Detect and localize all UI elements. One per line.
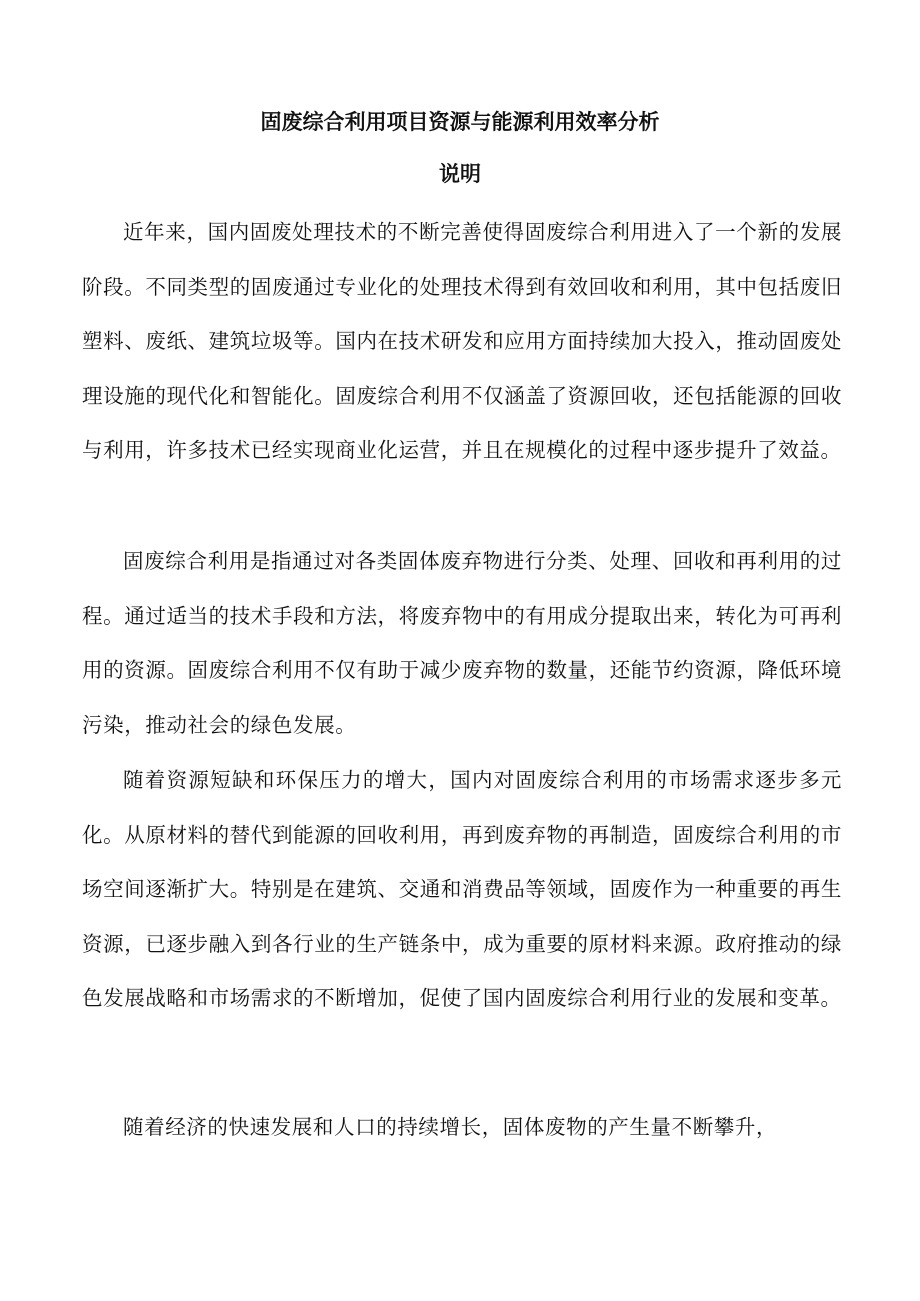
body-paragraph: 随着经济的快速发展和人口的持续增长，固体废物的产生量不断攀升， (123, 1115, 778, 1139)
body-paragraph: 固废综合利用是指通过对各类固体废弃物进行分类、处理、回收和再利用的过程。通过适当的技术手段和方法，将废弃物中的有用成分提取出来，转化为可再利用的资源。固废综合利用不仅有助于减少废弃物的数量，还能节约资源，降低环境污染，推动社会的绿色发展。 (82, 549, 842, 737)
document-title: 固废综合利用项目资源与能源利用效率分析 (260, 110, 660, 134)
section-heading: 说明 (439, 162, 481, 186)
body-paragraph: 近年来，国内固废处理技术的不断完善使得固废综合利用进入了一个新的发展阶段。不同类型的固废通过专业化的处理技术得到有效回收和利用，其中包括废旧塑料、废纸、建筑垃圾等。国内在技术研发和应用方面持续加大投入，推动固废处理设施的现代化和智能化。固废综合利用不仅涵盖了资源回收，还包括能源的回收与利用，许多技术已经实现商业化运营，并且在规模化的过程中逐步提升了效益。 (82, 220, 842, 462)
body-paragraph: 随着资源短缺和环保压力的增大，国内对固废综合利用的市场需求逐步多元化。从原材料的替代到能源的回收利用，再到废弃物的再制造，固废综合利用的市场空间逐渐扩大。特别是在建筑、交通和消费品等领域，固废作为一种重要的再生资源，已逐步融入到各行业的生产链条中，成为重要的原材料来源。政府推动的绿色发展战略和市场需求的不断增加，促使了国内固废综合利用行业的发展和变革。 (82, 768, 842, 1010)
